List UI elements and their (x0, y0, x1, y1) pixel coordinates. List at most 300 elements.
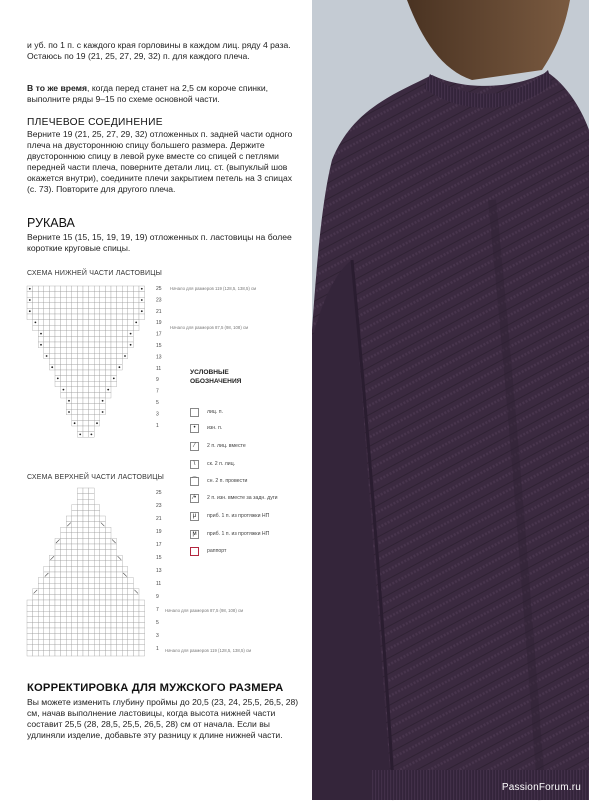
chart-cell (72, 550, 78, 556)
chart-cell (105, 555, 111, 561)
chart-cell (55, 314, 61, 320)
chart-cell (94, 398, 100, 404)
chart-cell (89, 634, 95, 640)
chart-cell (61, 392, 67, 398)
chart-cell (66, 617, 72, 623)
chart-cell (89, 404, 95, 410)
chart-cell (100, 527, 106, 533)
chart-cell (117, 561, 123, 567)
legend-title-1: УСЛОВНЫЕ (190, 369, 229, 376)
chart-cell (49, 303, 55, 309)
chart-cell (55, 381, 61, 387)
chart-cell (83, 572, 89, 578)
chart-cell (44, 331, 50, 337)
chart-cell (55, 611, 61, 617)
chart-cell (77, 376, 83, 382)
chart-cell (61, 376, 67, 382)
chart-cell (105, 364, 111, 370)
chart-cell (33, 594, 39, 600)
chart-cell (83, 359, 89, 365)
chart-cell (89, 650, 95, 656)
chart-cell (139, 314, 145, 320)
chart-cell (89, 589, 95, 595)
chart-cell (111, 589, 117, 595)
chart-cell (72, 404, 78, 410)
chart-cell (105, 292, 111, 298)
chart-cell (89, 426, 95, 432)
chart-cell (83, 387, 89, 393)
chart-cell (94, 622, 100, 628)
chart-cell (105, 611, 111, 617)
chart-cell (66, 320, 72, 326)
chart-cell (44, 325, 50, 331)
chart-cell (105, 392, 111, 398)
chart-cell (61, 639, 67, 645)
chart-cell (44, 308, 50, 314)
purl-mark (130, 344, 132, 346)
chart-cell (83, 325, 89, 331)
chart-cell (77, 583, 83, 589)
chart-cell (128, 611, 134, 617)
chart-cell (77, 538, 83, 544)
chart-cell (49, 572, 55, 578)
chart-cell (94, 589, 100, 595)
chart-cell (100, 617, 106, 623)
chart-cell (117, 353, 123, 359)
chart-cell (33, 622, 39, 628)
chart-cell (77, 544, 83, 550)
chart-cell (61, 325, 67, 331)
chart-cell (55, 370, 61, 376)
chart-cell (94, 336, 100, 342)
chart-cell (77, 634, 83, 640)
chart-cell (83, 594, 89, 600)
chart-cell (94, 342, 100, 348)
chart-cell (122, 583, 128, 589)
legend-symbol: \ (190, 460, 199, 469)
chart-cell (66, 516, 72, 522)
chart-cell (66, 544, 72, 550)
chart-cell (94, 415, 100, 421)
chart-cell (89, 617, 95, 623)
chart-cell (61, 561, 67, 567)
purl-mark (74, 422, 76, 424)
chart-cell (83, 415, 89, 421)
chart-cell (128, 606, 134, 612)
chart-cell (83, 527, 89, 533)
chart-cell (94, 550, 100, 556)
chart-cell (105, 600, 111, 606)
chart-cell (105, 561, 111, 567)
chart-cell (117, 348, 123, 354)
chart-cell (27, 600, 33, 606)
chart-cell (94, 566, 100, 572)
chart-cell (89, 522, 95, 528)
chart-cell (100, 594, 106, 600)
chart-cell (66, 561, 72, 567)
chart-cell (83, 308, 89, 314)
chart-cell (77, 325, 83, 331)
chart-cell (61, 600, 67, 606)
chart-cell (77, 516, 83, 522)
chart-cell (49, 292, 55, 298)
chart-cell (89, 387, 95, 393)
chart-cell (89, 572, 95, 578)
chart-cell (117, 572, 123, 578)
chart-cell (77, 606, 83, 612)
chart-cell (94, 650, 100, 656)
chart-cell (72, 583, 78, 589)
chart-cell (77, 600, 83, 606)
chart-cell (117, 336, 123, 342)
chart-cell (49, 359, 55, 365)
chart-cell (66, 634, 72, 640)
purl-mark (29, 310, 31, 312)
chart-cell (72, 628, 78, 634)
chart-cell (105, 353, 111, 359)
chart-cell (100, 286, 106, 292)
chart-cell (111, 359, 117, 365)
chart-cell (122, 297, 128, 303)
chart-cell (72, 359, 78, 365)
chart-cell (77, 589, 83, 595)
chart-cell (66, 325, 72, 331)
chart-cell (100, 320, 106, 326)
chart-cell (55, 550, 61, 556)
purl-mark (35, 322, 37, 324)
chart-cell (77, 628, 83, 634)
chart-cell (111, 600, 117, 606)
chart-cell (66, 404, 72, 410)
chart-cell (77, 359, 83, 365)
purl-mark (51, 366, 53, 368)
chart-cell (83, 578, 89, 584)
purl-mark (29, 288, 31, 290)
row-number: 13 (156, 568, 162, 574)
chart-cell (38, 606, 44, 612)
chart-cell (122, 331, 128, 337)
chart-cell (72, 320, 78, 326)
chart-cell (44, 639, 50, 645)
legend-symbol: ⌒ (191, 478, 198, 484)
row-number: 25 (156, 490, 162, 496)
chart-cell (83, 331, 89, 337)
chart-cell (72, 398, 78, 404)
chart-cell (61, 527, 67, 533)
chart-cell (33, 628, 39, 634)
purl-mark (29, 299, 31, 301)
chart-cell (44, 645, 50, 651)
chart-cell (72, 639, 78, 645)
chart-cell (83, 583, 89, 589)
chart-cell (83, 606, 89, 612)
chart-cell (66, 308, 72, 314)
chart-cell (111, 370, 117, 376)
chart-cell (94, 286, 100, 292)
chart-cell (128, 308, 134, 314)
chart-cell (72, 331, 78, 337)
chart-cell (66, 578, 72, 584)
chart-cell (128, 600, 134, 606)
chart-cell (33, 606, 39, 612)
chart-cell (105, 331, 111, 337)
chart-cell (66, 589, 72, 595)
chart-cell (111, 645, 117, 651)
chart-cell (122, 606, 128, 612)
chart-cell (66, 611, 72, 617)
chart-cell (38, 583, 44, 589)
chart-cell (83, 320, 89, 326)
chart-cell (61, 303, 67, 309)
chart-cell (55, 594, 61, 600)
chart-cell (83, 566, 89, 572)
chart-cell (72, 578, 78, 584)
chart-cell (83, 336, 89, 342)
chart-cell (66, 331, 72, 337)
chart-cell (38, 589, 44, 595)
chart-cell (83, 499, 89, 505)
chart-cell (72, 589, 78, 595)
row-number: 11 (156, 365, 162, 372)
chart-cell (38, 650, 44, 656)
chart-cell (94, 292, 100, 298)
chart-cell (111, 325, 117, 331)
chart-cell (111, 606, 117, 612)
chart-cell (133, 611, 139, 617)
chart-cell (111, 634, 117, 640)
row-number: 17 (156, 331, 162, 338)
chart-cell (66, 566, 72, 572)
chart-cell (117, 583, 123, 589)
row-number: 19 (156, 529, 162, 535)
chart-cell (100, 325, 106, 331)
chart-cell (55, 286, 61, 292)
chart-cell (83, 639, 89, 645)
chart-cell (111, 583, 117, 589)
purl-mark (91, 434, 93, 436)
chart-cell (105, 314, 111, 320)
chart-cell (44, 628, 50, 634)
chart-cell (83, 522, 89, 528)
chart-cell (117, 286, 123, 292)
chart-cell (61, 555, 67, 561)
chart-cell (89, 578, 95, 584)
chart-cell (89, 594, 95, 600)
chart-cell (83, 628, 89, 634)
chart-cell (100, 387, 106, 393)
chart-cell (100, 381, 106, 387)
chart-cell (27, 303, 33, 309)
row-number: 1 (156, 422, 159, 429)
chart-cell (133, 325, 139, 331)
chart-cell (89, 392, 95, 398)
chart-cell (89, 331, 95, 337)
chart-cell (38, 303, 44, 309)
chart-cell (111, 555, 117, 561)
chart-cell (83, 286, 89, 292)
chart-cell (77, 505, 83, 511)
chart-cell (72, 572, 78, 578)
chart-cell (83, 420, 89, 426)
chart-cell (72, 342, 78, 348)
purl-mark (102, 411, 104, 413)
chart-cell (100, 600, 106, 606)
chart-cell (105, 650, 111, 656)
chart-cell (66, 622, 72, 628)
chart-cell (117, 342, 123, 348)
chart-cell (105, 622, 111, 628)
chart-cell (61, 331, 67, 337)
chart-cell (61, 342, 67, 348)
chart-cell (72, 364, 78, 370)
chart-cell (105, 370, 111, 376)
chart-cell (38, 639, 44, 645)
chart-cell (27, 650, 33, 656)
chart-cell (83, 617, 89, 623)
chart-cell (33, 639, 39, 645)
legend-title (190, 368, 241, 386)
chart-cell (49, 353, 55, 359)
mens-heading: КОРРЕКТИРОВКА ДЛЯ МУЖСКОГО РАЗМЕРА (27, 682, 284, 694)
legend-item (190, 408, 310, 420)
chart-cell (128, 617, 134, 623)
row-number: 23 (156, 503, 162, 509)
chart-cell (105, 572, 111, 578)
chart-cell (49, 611, 55, 617)
chart-cell (83, 600, 89, 606)
chart-cell (61, 583, 67, 589)
chart-cell (44, 622, 50, 628)
chart-cell (83, 381, 89, 387)
chart-cell (139, 292, 145, 298)
same-time-text: , когда перед станет на 2,5 см короче спинки, выполните ряды 9–15 по схеме основной части. (27, 83, 269, 105)
chart-cell (128, 634, 134, 640)
chart-cell (89, 499, 95, 505)
chart-cell (111, 617, 117, 623)
chart-cell (33, 297, 39, 303)
chart-cell (49, 594, 55, 600)
chart-cell (44, 336, 50, 342)
row-number: 9 (156, 377, 159, 384)
chart-cell (77, 364, 83, 370)
chart-cell (49, 578, 55, 584)
chart-cell (89, 600, 95, 606)
chart-cell (72, 606, 78, 612)
chart-cell (55, 622, 61, 628)
chart-cell (44, 611, 50, 617)
chart-cell (49, 342, 55, 348)
chart-cell (139, 645, 145, 651)
chart-cell (117, 594, 123, 600)
chart-cell (72, 348, 78, 354)
chart-cell (66, 550, 72, 556)
chart-cell (128, 286, 134, 292)
chart-cell (72, 538, 78, 544)
chart-cell (49, 600, 55, 606)
chart-cell (94, 404, 100, 410)
purl-mark (40, 333, 42, 335)
chart-cell (66, 364, 72, 370)
purl-mark (46, 355, 48, 357)
chart-cell (33, 314, 39, 320)
chart-cell (55, 359, 61, 365)
same-time-paragraph (27, 83, 302, 105)
chart-cell (105, 645, 111, 651)
chart-cell (83, 494, 89, 500)
chart-cell (44, 589, 50, 595)
chart-cell (128, 594, 134, 600)
chart-cell (44, 617, 50, 623)
chart-cell (94, 505, 100, 511)
chart-cell (27, 634, 33, 640)
upper-chart-title: СХЕМА ВЕРХНЕЙ ЧАСТИ ЛАСТОВИЦЫ (27, 474, 164, 481)
chart-cell (105, 320, 111, 326)
chart-cell (111, 342, 117, 348)
chart-cell (89, 606, 95, 612)
chart-cell (77, 303, 83, 309)
chart-cell (33, 650, 39, 656)
chart-cell (100, 566, 106, 572)
chart-cell (128, 645, 134, 651)
chart-cell (105, 639, 111, 645)
chart-cell (128, 336, 134, 342)
chart-cell (94, 325, 100, 331)
chart-cell (100, 292, 106, 298)
chart-cell (117, 611, 123, 617)
row-number: 15 (156, 555, 162, 561)
chart-cell (94, 606, 100, 612)
chart-cell (83, 426, 89, 432)
chart-cell (77, 409, 83, 415)
chart-cell (77, 297, 83, 303)
row-number: 21 (156, 308, 162, 315)
chart-cell (55, 342, 61, 348)
intro-paragraph: и уб. по 1 п. с каждого края горловины в каждом лиц. ряду 4 раза. Остаюсь по 19 (21, 25, 27, 29, 32) п. для каждого плеча. (27, 40, 291, 62)
chart-cell (66, 286, 72, 292)
chart-cell (89, 314, 95, 320)
chart-cell (94, 645, 100, 651)
chart-cell (66, 336, 72, 342)
chart-cell (89, 639, 95, 645)
chart-cell (77, 404, 83, 410)
chart-cell (33, 600, 39, 606)
chart-cell (49, 336, 55, 342)
chart-cell (61, 297, 67, 303)
chart-cell (122, 578, 128, 584)
chart-cell (44, 286, 50, 292)
chart-cell (49, 325, 55, 331)
chart-cell (66, 527, 72, 533)
chart-cell (61, 314, 67, 320)
chart-cell (72, 650, 78, 656)
chart-cell (33, 292, 39, 298)
chart-cell (128, 622, 134, 628)
chart-cell (100, 583, 106, 589)
chart-cell (94, 533, 100, 539)
chart-cell (49, 589, 55, 595)
chart-cell (122, 320, 128, 326)
chart-cell (94, 348, 100, 354)
chart-cell (111, 314, 117, 320)
chart-cell (111, 544, 117, 550)
purl-mark (141, 299, 143, 301)
chart-cell (105, 606, 111, 612)
chart-cell (100, 578, 106, 584)
chart-cell (122, 314, 128, 320)
chart-cell (117, 308, 123, 314)
chart-cell (105, 308, 111, 314)
chart-cell (105, 342, 111, 348)
